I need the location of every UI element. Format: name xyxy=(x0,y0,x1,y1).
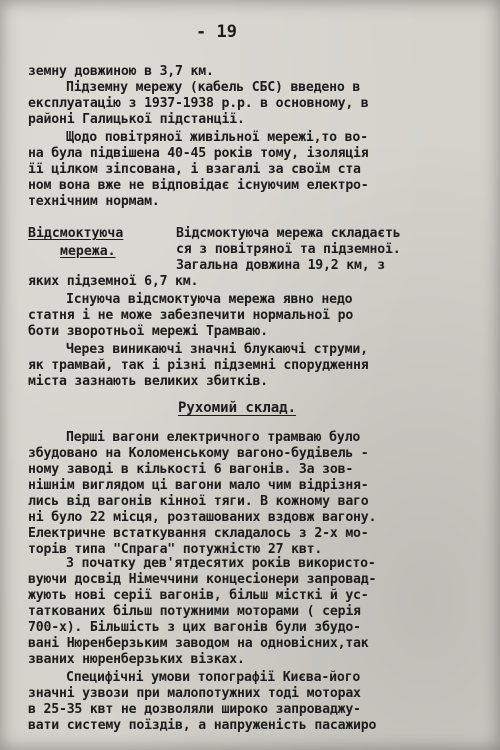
text-line: Загальна довжина 19,2 км, з xyxy=(176,258,385,273)
text-line: вати систему поїздів, а напруженість пасажиро xyxy=(28,718,377,733)
text-line: Відсмоктуюча мережа складаєть xyxy=(176,226,401,241)
text-line: торів типа "Спрага" потужністю 27 квт. xyxy=(28,542,323,557)
section-heading: Рухомий склад. xyxy=(178,400,297,416)
page-number: - 19 xyxy=(196,22,237,42)
text-line: ні було 22 місця, розташованих вздовж вагону. xyxy=(28,510,377,525)
text-line: експлуатацію з 1937-1938 р.р. в основному, в xyxy=(28,96,369,111)
text-line: Існуюча відсмоктуюча мережа явно недо xyxy=(66,292,353,307)
text-line: ся з повітряної та підземної. xyxy=(176,242,401,257)
text-line: Через виникаючі значні блукаючі струми, xyxy=(66,342,368,357)
text-line: Електричне встаткування складалось з 2-х мо- xyxy=(28,526,369,541)
margin-note-line: Відсмоктуюча xyxy=(28,226,124,241)
text-line: статня і не може забезпечити нормальної ро xyxy=(28,308,354,323)
text-line: ному заводі в кількості 6 вагонів. За зов- xyxy=(28,462,354,477)
text-line: як трамвай, так і різні підземні спорудження xyxy=(28,358,369,373)
text-line: боти зворотньої мережі Трамваю. xyxy=(28,324,268,339)
text-line: ном вона вже не відповідає існуючим електро- xyxy=(28,178,369,193)
margin-note-line: мережа. xyxy=(60,244,116,259)
text-line: земну довжиною в 3,7 км. xyxy=(28,64,214,79)
text-line: 700-х). Більшість з цих вагонів були збудо- xyxy=(28,620,361,635)
text-line: збудовано на Коломенському вагоно-будівель - xyxy=(28,446,369,461)
text-line: Перші вагони електричного трамваю було xyxy=(66,430,361,445)
text-line: лись від вагонів кінної тяги. В кожному ваго xyxy=(28,494,369,509)
text-line: міста зазнають великих збитків. xyxy=(28,374,268,389)
text-line: Специфічні умови топографії Києва-його xyxy=(66,670,361,685)
text-line: жують нові серії вагонів, більш місткі й ус- xyxy=(28,588,369,603)
text-line: вані Нюренберзьким заводом на одновісних,так xyxy=(28,636,369,651)
text-line: Щодо повітряної живільної мережі,то во- xyxy=(66,130,368,145)
text-line: на була підвішена 40-45 років тому, ізоляція xyxy=(28,146,369,161)
text-line: вуючи досвід Німеччини концесіонери запровад- xyxy=(28,572,377,587)
text-line: її цілком зіпсована, і взагалі за своїм ста xyxy=(28,162,361,177)
text-line: званих нюренберзьких візках. xyxy=(28,652,245,667)
text-line: таткованих більш потужними моторами ( серія xyxy=(28,604,361,619)
text-line: нішнім виглядом ці вагони мало чим відрізня- xyxy=(28,478,369,493)
text-line: яких підземної 6,7 км. xyxy=(28,274,199,289)
text-line: З початку дев'ятдесятих років використо- xyxy=(66,556,376,571)
text-line: значні узвози при малопотужних тоді моторах xyxy=(28,686,361,701)
text-line: в 25-35 квт не дозволяли широко запроваджу- xyxy=(28,702,361,717)
text-line: районі Галицької підстанції. xyxy=(28,112,245,127)
text-line: Підземну мережу (кабель СБС) введено в xyxy=(66,80,361,95)
text-line: технічним нормам. xyxy=(28,194,160,209)
